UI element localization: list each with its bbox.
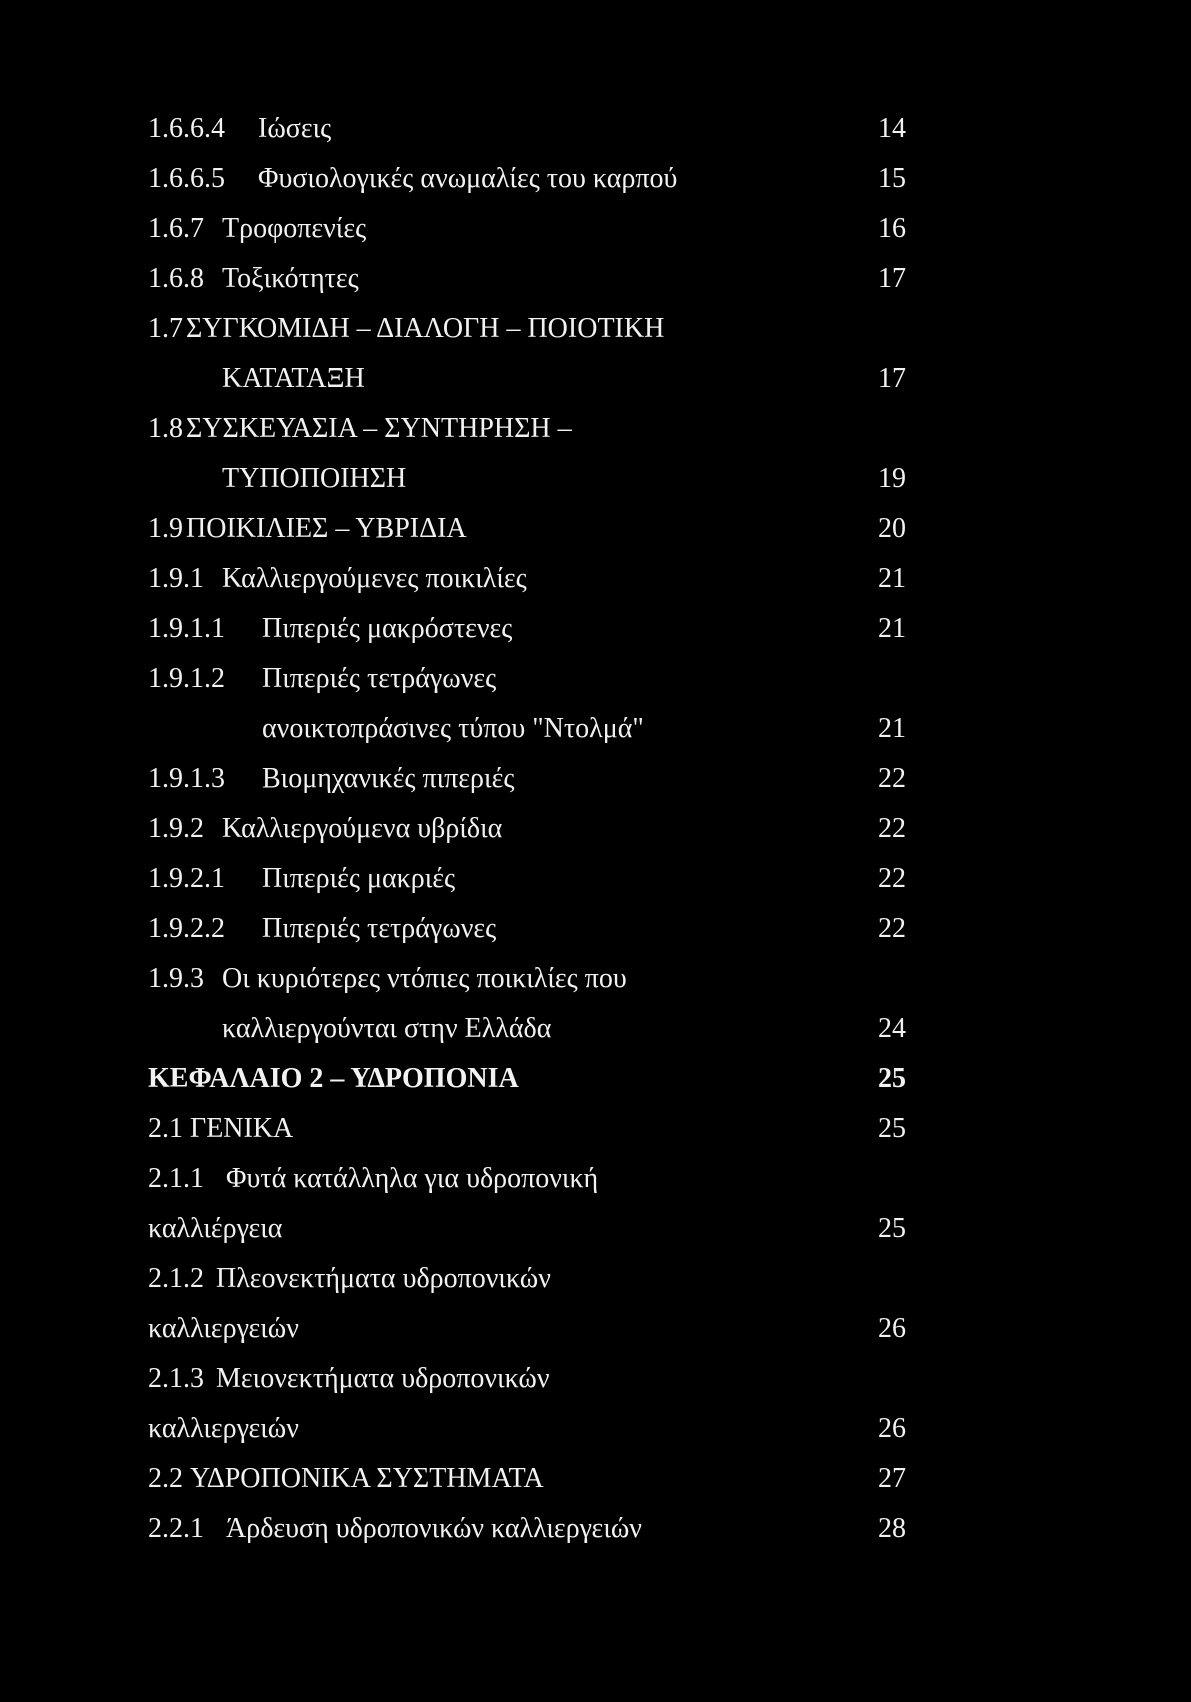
- toc-entry-page-number: 22: [878, 913, 906, 944]
- toc-entry-title: Φυσιολογικές ανωμαλίες του καρπού: [258, 163, 678, 194]
- toc-entry: [0, 412, 1191, 462]
- toc-entry-page-number: 19: [878, 463, 906, 494]
- toc-entry-title: Πιπεριές τετράγωνες: [262, 913, 497, 944]
- toc-entry: [0, 1462, 1191, 1512]
- toc-entry: [0, 712, 1191, 762]
- toc-entry: [0, 1362, 1191, 1412]
- toc-entry: [0, 1162, 1191, 1212]
- toc-entry-page-number: 24: [878, 1013, 906, 1044]
- toc-entry-number: 1.9: [148, 513, 183, 544]
- chapter-title: ΚΕΦΑΛΑΙΟ 2 – ΥΔΡΟΠΟΝΙΑ: [148, 1063, 519, 1094]
- toc-entry-number: 2.1: [148, 1113, 183, 1144]
- toc-entry-title: Τοξικότητες: [222, 263, 359, 294]
- toc-entry: [0, 862, 1191, 912]
- toc-entry-number: 1.9.1.1: [148, 613, 225, 644]
- toc-entry-title: ΣΥΣΚΕΥΑΣΙΑ – ΣΥΝΤΗΡΗΣΗ –: [186, 413, 572, 444]
- toc-entry: [0, 212, 1191, 262]
- toc-entry-title: ΠΟΙΚΙΛΙΕΣ – ΥΒΡΙΔΙΑ: [186, 513, 467, 544]
- toc-entry-number: 1.6.8: [148, 263, 204, 294]
- toc-entry-page-number: 20: [878, 513, 906, 544]
- toc-entry-title: Καλλιεργούμενες ποικιλίες: [222, 563, 527, 594]
- toc-entry-page-number: 22: [878, 813, 906, 844]
- toc-entry: [0, 562, 1191, 612]
- toc-entry-page-number: 22: [878, 763, 906, 794]
- toc-entry-page-number: 14: [878, 113, 906, 144]
- toc-entry-title: Οι κυριότερες ντόπιες ποικιλίες που: [222, 963, 627, 994]
- toc-entry-number: 1.9.1: [148, 563, 204, 594]
- toc-entry-number: 1.6.6.5: [148, 163, 225, 194]
- toc-entry-title: Ιώσεις: [258, 113, 332, 144]
- toc-entry: [0, 162, 1191, 212]
- toc-entry-page-number: 17: [878, 363, 906, 394]
- toc-entry-number: 1.9.1.3: [148, 763, 225, 794]
- toc-entry: [0, 262, 1191, 312]
- toc-entry-page-number: 17: [878, 263, 906, 294]
- toc-entry-title: ανοικτοπράσινες τύπου "Ντολμά": [262, 713, 644, 744]
- toc-entry-number: 1.9.3: [148, 963, 204, 994]
- toc-entry: [0, 462, 1191, 512]
- toc-entry-title: Άρδευση υδροπονικών καλλιεργειών: [226, 1513, 642, 1544]
- toc-entry-number: 1.7: [148, 313, 183, 344]
- toc-entry-title: Πιπεριές μακρόστενες: [262, 613, 513, 644]
- toc-entry: [0, 1012, 1191, 1062]
- toc-entry-title: ΤΥΠΟΠΟΙΗΣΗ: [222, 463, 407, 494]
- toc-entry: [0, 812, 1191, 862]
- toc-entry-number: 2.1.1: [148, 1163, 204, 1194]
- toc-entry: [0, 1412, 1191, 1462]
- toc-entry-title: Πιπεριές τετράγωνες: [262, 663, 497, 694]
- toc-entry: [0, 1112, 1191, 1162]
- toc-entry-number: 1.9.2.1: [148, 863, 225, 894]
- toc-entry-title: καλλιέργεια: [148, 1213, 283, 1244]
- toc-entry-title: Πλεονεκτήματα υδροπονικών: [216, 1263, 551, 1294]
- toc-entry-title: Βιομηχανικές πιπεριές: [262, 763, 515, 794]
- toc-entry-number: 1.9.1.2: [148, 663, 225, 694]
- chapter-heading-row: [0, 1062, 1191, 1112]
- toc-entry-title: καλλιεργειών: [148, 1313, 299, 1344]
- toc-entry-number: 1.8: [148, 413, 183, 444]
- toc-entry-page-number: 21: [878, 613, 906, 644]
- toc-entry: [0, 362, 1191, 412]
- toc-entry: [0, 1512, 1191, 1562]
- toc-entry-title: Καλλιεργούμενα υβρίδια: [222, 813, 503, 844]
- toc-entry-page-number: 21: [878, 713, 906, 744]
- toc-entry-number: 2.1.2: [148, 1263, 204, 1294]
- toc-entry: [0, 912, 1191, 962]
- toc-entry-page-number: 15: [878, 163, 906, 194]
- toc-entry-number: 2.2: [148, 1463, 183, 1494]
- toc-entry-title: Τροφοπενίες: [222, 213, 367, 244]
- toc-entry-title: καλλιεργειών: [148, 1413, 299, 1444]
- toc-entry-title: ΚΑΤΑΤΑΞΗ: [222, 363, 365, 394]
- toc-entry: [0, 612, 1191, 662]
- toc-entry-number: 2.1.3: [148, 1363, 204, 1394]
- toc-entry-page-number: 28: [878, 1513, 906, 1544]
- toc-entry-page-number: 26: [878, 1413, 906, 1444]
- toc-entry: [0, 762, 1191, 812]
- toc-entry-title: ΣΥΓΚΟΜΙΔΗ – ΔΙΑΛΟΓΗ – ΠΟΙΟΤΙΚΗ: [186, 313, 665, 344]
- toc-entry-page-number: 25: [878, 1063, 906, 1094]
- toc-entry: [0, 512, 1191, 562]
- toc-entry: [0, 1262, 1191, 1312]
- toc-entry-title: ΥΔΡΟΠΟΝΙΚΑ ΣΥΣΤΗΜΑΤΑ: [190, 1463, 544, 1494]
- toc-entry-title: Φυτά κατάλληλα για υδροπονική: [226, 1163, 599, 1194]
- toc-entry: [0, 1312, 1191, 1362]
- toc-entry-page-number: 22: [878, 863, 906, 894]
- toc-entry-page-number: 25: [878, 1113, 906, 1144]
- toc-entry-page-number: 16: [878, 213, 906, 244]
- toc-entry-page-number: 21: [878, 563, 906, 594]
- toc-entry-page-number: 26: [878, 1313, 906, 1344]
- toc-entry-number: 2.2.1: [148, 1513, 204, 1544]
- toc-entry-title: καλλιεργούνται στην Ελλάδα: [222, 1013, 552, 1044]
- toc-entry: [0, 662, 1191, 712]
- toc-entry-number: 1.9.2.2: [148, 913, 225, 944]
- toc-entry-number: 1.6.7: [148, 213, 204, 244]
- toc-entry-page-number: 25: [878, 1213, 906, 1244]
- toc-entry-number: 1.6.6.4: [148, 113, 225, 144]
- toc-entry-page-number: 27: [878, 1463, 906, 1494]
- toc-entry: [0, 962, 1191, 1012]
- toc-entry: [0, 1212, 1191, 1262]
- toc-entry-title: ΓΕΝΙΚΑ: [190, 1113, 294, 1144]
- toc-entry-title: Πιπεριές μακριές: [262, 863, 456, 894]
- toc-entry-number: 1.9.2: [148, 813, 204, 844]
- toc-entry: [0, 112, 1191, 162]
- toc-entry-title: Μειονεκτήματα υδροπονικών: [216, 1363, 550, 1394]
- toc-entry: [0, 312, 1191, 362]
